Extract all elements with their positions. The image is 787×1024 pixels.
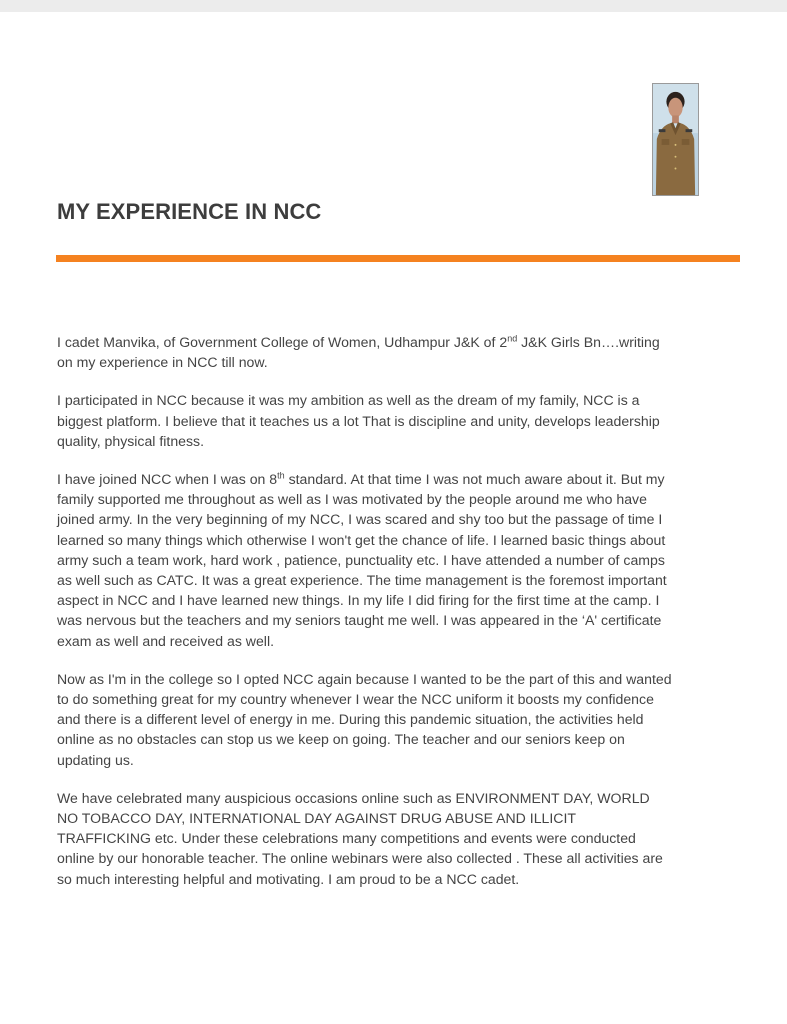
viewer-top-strip xyxy=(0,0,787,12)
text-run: NO TOBACCO DAY, INTERNATIONAL DAY AGAINST DRUG ABUSE AND ILLICIT xyxy=(57,810,576,827)
text-run: quality, physical fitness. xyxy=(57,432,205,449)
document-body xyxy=(57,332,747,907)
text-run: J&K Girls Bn….writing xyxy=(517,334,660,350)
text-run: and there is a different level of energy in me. During this pandemic situation, the activities held xyxy=(57,711,644,728)
text-run: on my experience in NCC till now. xyxy=(57,354,268,371)
paragraph-1 xyxy=(57,332,747,372)
orange-divider xyxy=(56,255,740,262)
paragraph-3 xyxy=(57,469,747,651)
text-run: standard. At that time I was not much aware about it. But my xyxy=(284,471,665,488)
cadet-portrait-photo xyxy=(652,83,699,196)
paragraph-line xyxy=(57,631,747,651)
paragraph-line xyxy=(57,352,747,372)
paragraph-line xyxy=(57,411,747,431)
paragraph-line xyxy=(57,550,747,570)
paragraph-4 xyxy=(57,669,747,770)
document-title: MY EXPERIENCE IN NCC xyxy=(57,199,322,224)
paragraph-line xyxy=(57,709,747,729)
ordinal-superscript: nd xyxy=(507,333,518,344)
ordinal-superscript: th xyxy=(277,470,285,481)
text-run: I have joined NCC when I was on 8 xyxy=(57,471,278,488)
paragraph-line xyxy=(57,750,747,770)
text-run: aspect in NCC and I have learned new things. In my life I did firing for the first time at the camp. I xyxy=(57,592,660,609)
text-run: as well such as CATC. It was a great experience. The time management is the foremost important xyxy=(57,572,667,589)
paragraph-line xyxy=(57,669,747,689)
paragraph-line xyxy=(57,828,747,848)
text-run: biggest platform. I believe that it teaches us a lot That is discipline and unity, develops leadership xyxy=(57,412,660,429)
paragraph-line xyxy=(57,530,747,550)
paragraph-line xyxy=(57,848,747,868)
text-run: online by our honorable teacher. The online webinars were also collected . These all activities are xyxy=(57,850,663,867)
paragraph-line xyxy=(57,431,747,451)
text-run: family supported me throughout as well as I was motivated by the people around me who have xyxy=(57,491,647,508)
portrait-image xyxy=(653,84,698,195)
text-run: I participated in NCC because it was my ambition as well as the dream of my family, NCC is a xyxy=(57,392,640,409)
paragraph-line xyxy=(57,332,747,352)
text-run: so much interesting helpful and motivating. I am proud to be a NCC cadet. xyxy=(57,870,520,887)
paragraph-line xyxy=(57,509,747,529)
paragraph-line xyxy=(57,590,747,610)
paragraph-line xyxy=(57,489,747,509)
text-run: army such a team work, hard work , patience, punctuality etc. I have attended a number of camps xyxy=(57,551,665,568)
paragraph-2 xyxy=(57,390,747,451)
text-run: Now as I'm in the college so I opted NCC again because I wanted to be the part of this and wanted xyxy=(57,670,672,687)
paragraph-line xyxy=(57,689,747,709)
paragraph-line xyxy=(57,788,747,808)
paragraph-line xyxy=(57,610,747,630)
text-run: online as no obstacles can stop us we keep on going. The teacher and our seniors keep on xyxy=(57,731,625,748)
text-run: updating us. xyxy=(57,751,134,768)
text-run: We have celebrated many auspicious occasions online such as ENVIRONMENT DAY, WORLD xyxy=(57,789,650,806)
text-run: TRAFFICKING etc. Under these celebrations many competitions and events were conducted xyxy=(57,830,636,847)
paragraph-line xyxy=(57,869,747,889)
paragraph-line xyxy=(57,729,747,749)
text-run: to do something great for my country whenever I wear the NCC uniform it boosts my confidence xyxy=(57,691,654,708)
paragraph-line xyxy=(57,469,747,489)
paragraph-line xyxy=(57,808,747,828)
text-run: learned so many things which otherwise I won't get the chance of life. I learned basic things about xyxy=(57,531,666,548)
text-run: I cadet Manvika, of Government College of Women, Udhampur J&K of 2 xyxy=(57,334,508,350)
paragraph-line xyxy=(57,570,747,590)
paragraph-5 xyxy=(57,788,747,889)
paragraph-line xyxy=(57,390,747,410)
text-run: joined army. In the very beginning of my NCC, I was scared and shy too but the passage of time I xyxy=(57,511,663,528)
text-run: exam as well and received as well. xyxy=(57,632,274,649)
text-run: was nervous but the teachers and my seniors taught me well. I was appeared in the ‘A' certificate xyxy=(57,612,662,629)
